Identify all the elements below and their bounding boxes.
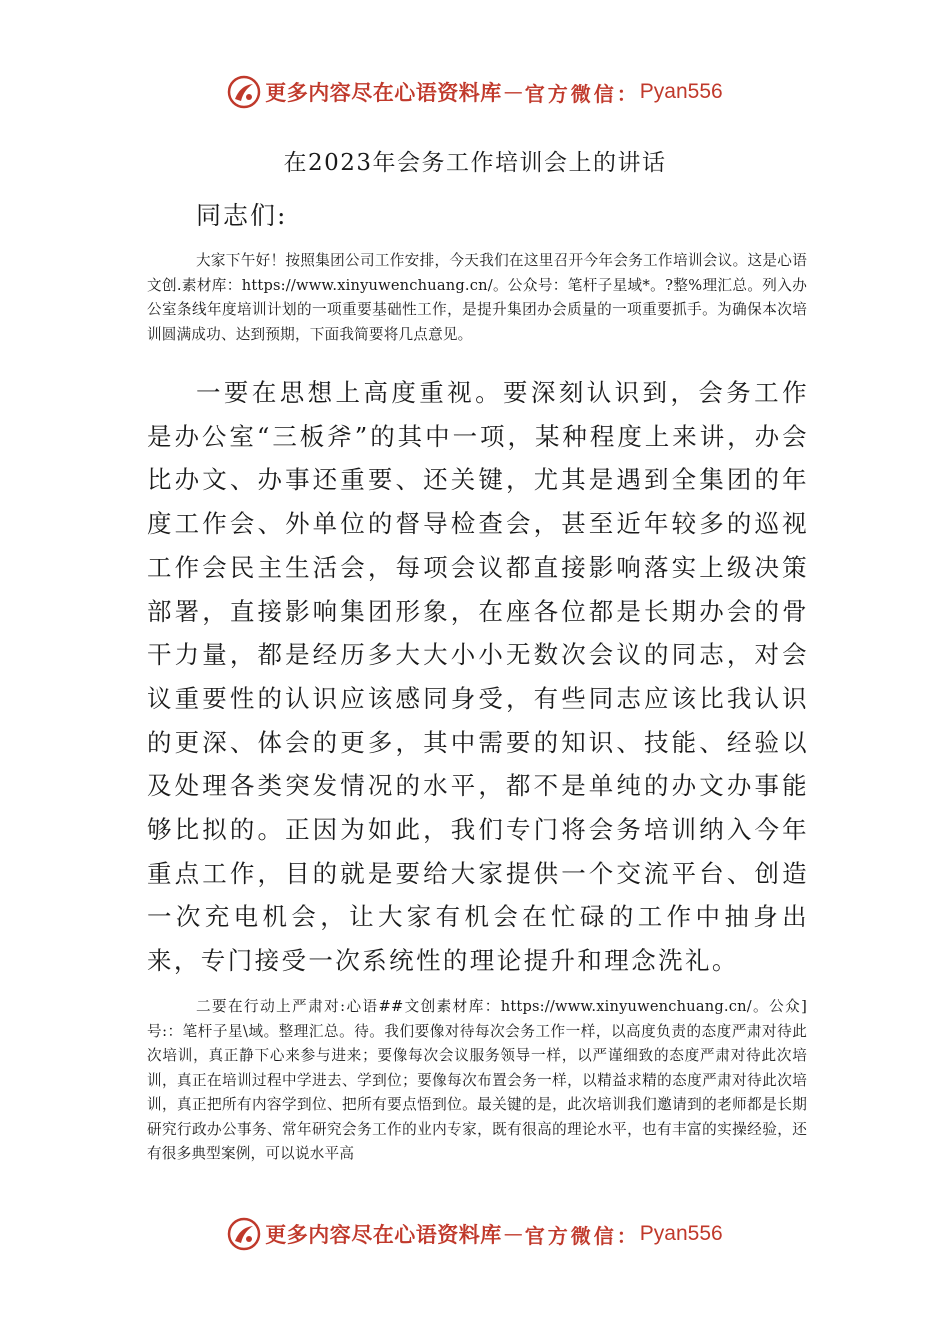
banner-text: 更多内容尽在心语资料库 [265, 80, 502, 105]
document-title: 在2023年会务工作培训会上的讲话 [283, 150, 667, 176]
banner-wechat-id: Pyan556 [639, 80, 723, 103]
xinyu-logo-icon [227, 75, 261, 109]
greeting: 同志们: [196, 201, 288, 230]
banner-dash: — [503, 1223, 523, 1245]
xinyu-logo-icon [227, 1217, 261, 1251]
footer-watermark-banner [0, 1214, 950, 1254]
banner-wechat-label: 官方微信： [524, 1223, 640, 1248]
banner-wechat-label: 官方微信： [524, 81, 640, 106]
paragraph-intro: 大家下午好！按照集团公司工作安排，今天我们在这里召开今年会务工作培训会议。这是心语文创.素材库：https://www.xinyuwenchuang.cn/。公众号：笔杆子星域*。?整%理汇总。列入办公室条线年度培训计划的一项重要基础性工作，是提升集团办会质量的一项重要抓手。为确保本次培训圆满成功、达到预期，下面我简要将几点意见。 [147, 252, 807, 343]
banner-text: 更多内容尽在心语资料库 [265, 1222, 502, 1247]
paragraph-point-two: 二要在行动上严肃对:心语##文创素材库：https://www.xinyuwenchuang.cn/。公众]号:：笔杆子星\域。整理汇总。待。我们要像对待每次会务工作一样，以高度负责的态度严肃对待此次培训，真正静下心来参与进来；要像每次会议服务领导一样，以严谨细致的态度严肃对待此次培训，真正在培训过程中学进去、学到位；要像每次布置会务一样，以精益求精的态度严肃对待此次培训，真正把所有内容学到位、把所有要点悟到位。最关键的是，此次培训我们邀请到的老师都是长期研究行政办公事务、常年研究会务工作的业内专家，既有很高的理论水平，也有丰富的实操经验，还有很多典型案例，可以说水平高 [147, 998, 807, 1162]
header-watermark-banner [0, 72, 950, 112]
paragraph-point-one: 一要在思想上高度重视。要深刻认识到，会务工作是办公室“三板斧”的其中一项，某种程度上来讲，办会比办文、办事还重要、还关键，尤其是遇到全集团的年度工作会、外单位的督导检查会，甚至近年较多的巡视工作会民主生活会，每项会议都直接影响落实上级决策部署，直接影响集团形象，在座各位都是长期办会的骨干力量，都是经历多大大小小无数次会议的同志，对会议重要性的认识应该感同身受，有些同志应该比我认识的更深、体会的更多，其中需要的知识、技能、经验以及处理各类突发情况的水平，都不是单纯的办文办事能够比拟的。正因为如此，我们专门将会务培训纳入今年重点工作，目的就是要给大家提供一个交流平台、创造一次充电机会，让大家有机会在忙碌的工作中抽身出来，专门接受一次系统性的理论提升和理念洗礼。 [147, 378, 809, 976]
banner-dash: — [503, 81, 523, 103]
banner-wechat-id: Pyan556 [639, 1222, 723, 1245]
